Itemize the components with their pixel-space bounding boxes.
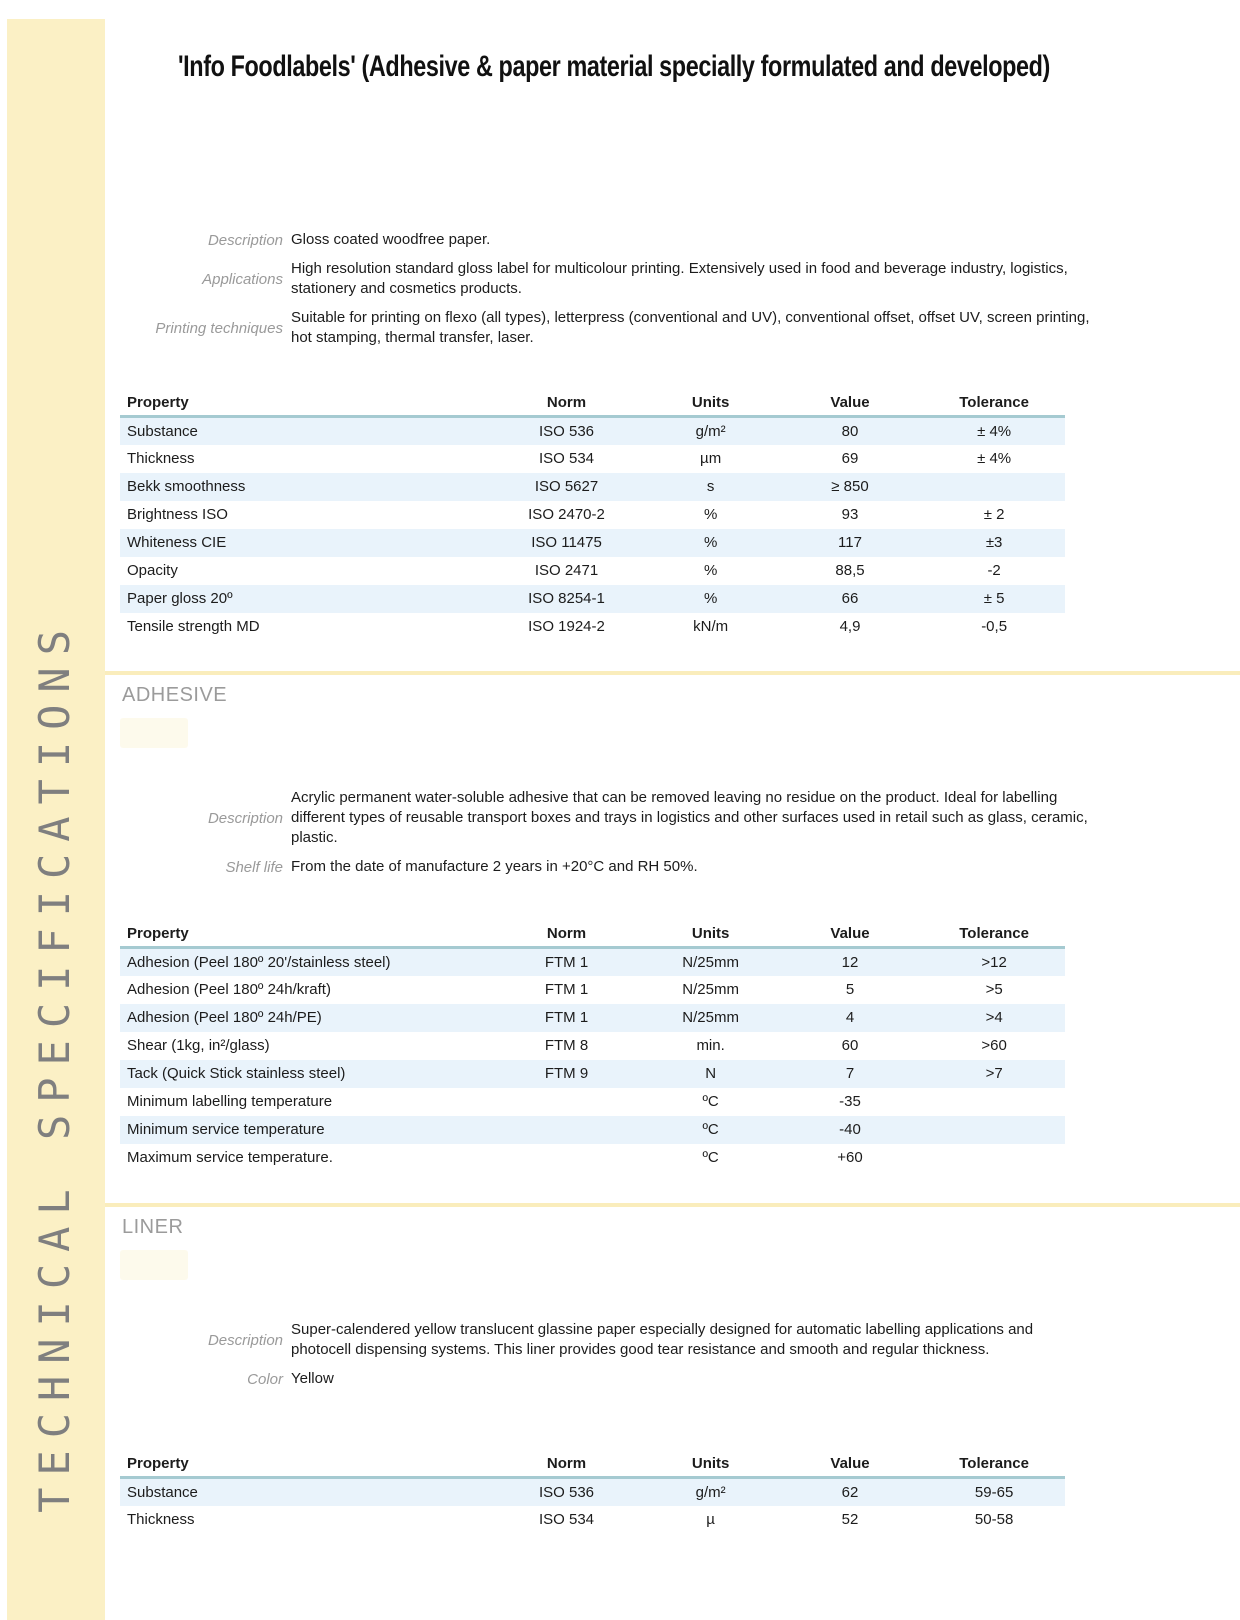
table-cell: ISO 2471 (534, 562, 599, 579)
table-cell: Tack (Quick Stick stainless steel) (127, 1065, 346, 1082)
field-label: Shelf life (225, 858, 283, 876)
table-row (120, 1506, 1065, 1534)
spec-table (120, 1453, 1065, 1534)
table-cell: ± 4% (977, 422, 1012, 440)
field-label: Description (207, 809, 283, 827)
spec-table (120, 392, 1065, 641)
table-row (120, 1004, 1065, 1032)
table-cell: Adhesion (Peel 180º 24h/kraft) (127, 981, 331, 998)
table-cell: min. (696, 1037, 725, 1054)
table-cell: ISO 2470-2 (528, 506, 605, 523)
table-cell: >7 (985, 1065, 1003, 1082)
table-cell: Minimum service temperature (127, 1121, 325, 1138)
faded-image-placeholder (120, 1250, 188, 1280)
table-cell: 5 (845, 981, 855, 998)
table-cell: 7 (845, 1065, 855, 1082)
table-cell: ISO 8254-1 (528, 590, 605, 607)
table-row (120, 976, 1065, 1004)
table-cell: -40 (839, 1121, 861, 1138)
table-row (120, 473, 1065, 501)
table-cell: FTM 1 (544, 981, 589, 998)
table-cell (923, 1144, 1065, 1172)
table-cell: ºC (702, 1149, 719, 1166)
table-row (120, 501, 1065, 529)
table-cell: s (706, 478, 715, 495)
table-header-row (120, 923, 1065, 948)
page-title (178, 50, 1240, 84)
liner-section-heading: LINER (122, 1216, 184, 1238)
table-cell (489, 1116, 645, 1144)
table-cell (923, 473, 1065, 501)
table-cell: 117 (838, 534, 862, 551)
table-header-cell: Tolerance (923, 923, 1065, 948)
table-cell: >60 (981, 1037, 1007, 1054)
field-row (120, 1369, 1095, 1389)
field-text: Super-calendered yellow translucent glassine paper especially designed for automatic labelling applications and photocell dispensing systems. This liner provides good tear resistance and smooth and regular thickness. (291, 1321, 1034, 1358)
table-row (120, 1144, 1065, 1172)
table-cell: ± 4% (977, 450, 1012, 467)
table-cell: % (703, 534, 718, 551)
table-header-row (120, 392, 1065, 417)
table-header-cell: Value (777, 392, 923, 417)
table-row (120, 445, 1065, 473)
table-row (120, 529, 1065, 557)
table-row (120, 613, 1065, 641)
table-cell: >12 (981, 953, 1007, 971)
field-label: Description (207, 1331, 283, 1349)
table-cell: N (705, 1065, 717, 1082)
table-header-cell: Units (644, 923, 776, 948)
section-divider (105, 671, 1240, 675)
liner-spec-table (120, 1453, 1065, 1534)
table-cell: Maximum service temperature. (127, 1149, 333, 1166)
table-header-cell: Tolerance (923, 1453, 1065, 1478)
table-row (120, 557, 1065, 585)
table-cell: 93 (841, 506, 859, 523)
table-cell: >5 (985, 981, 1003, 998)
table-row (120, 948, 1065, 976)
table-cell: % (703, 590, 718, 607)
table-cell: Brightness ISO (127, 506, 228, 523)
table-cell: g/m² (695, 422, 726, 440)
table-row (120, 1032, 1065, 1060)
table-cell: Shear (1kg, in²/glass) (127, 1037, 270, 1054)
field-row (120, 308, 1095, 348)
table-cell (923, 1116, 1065, 1144)
table-cell: N/25mm (682, 953, 739, 971)
table-cell: Substance (127, 422, 198, 440)
table-header-cell: Units (644, 392, 776, 417)
table-header-cell: Property (120, 392, 489, 417)
table-cell (923, 1088, 1065, 1116)
liner-fields (120, 1320, 1095, 1389)
field-label: Description (207, 231, 283, 249)
table-header-cell: Value (777, 1453, 923, 1478)
field-row (120, 857, 1095, 877)
table-header-cell: Tolerance (923, 392, 1065, 417)
table-cell: 88,5 (835, 562, 865, 579)
field-text: Gloss coated woodfree paper. (291, 231, 491, 248)
table-cell: Opacity (127, 562, 178, 579)
table-header-cell: Value (777, 923, 923, 948)
section-divider (105, 1203, 1240, 1207)
page-title-text: 'Info Foodlabels' (Adhesive & paper material specially formulated and developed) (178, 50, 1050, 83)
table-cell: ± 5 (983, 590, 1005, 607)
table-cell: N/25mm (682, 981, 739, 998)
table-cell: Adhesion (Peel 180º 24h/PE) (127, 1009, 322, 1026)
table-cell: Substance (127, 1483, 198, 1501)
field-text: Yellow (291, 1370, 334, 1387)
field-label: Color (247, 1370, 283, 1388)
table-cell: 66 (841, 590, 859, 607)
field-row (120, 259, 1095, 299)
table-cell: 60 (841, 1037, 859, 1054)
table-cell: 80 (841, 422, 859, 440)
adhesive-spec-table (120, 923, 1065, 1172)
table-row (120, 585, 1065, 613)
field-row (120, 1320, 1095, 1360)
table-cell: Bekk smoothness (127, 478, 246, 495)
field-row (120, 230, 1095, 250)
table-cell: Adhesion (Peel 180º 20'/stainless steel) (127, 953, 391, 971)
table-cell: g/m² (695, 1483, 726, 1501)
table-cell (489, 1144, 645, 1172)
table-cell: 69 (841, 450, 859, 467)
table-cell: 4 (845, 1009, 855, 1026)
table-cell: µm (700, 450, 722, 467)
table-row (120, 417, 1065, 445)
field-text: Suitable for printing on flexo (all types), letterpress (conventional and UV), conventional offset, offset UV, screen printing, hot stamping, thermal transfer, laser. (291, 309, 1090, 346)
spec-table (120, 923, 1065, 1172)
table-cell: Minimum labelling temperature (127, 1093, 333, 1110)
field-text: High resolution standard gloss label for multicolour printing. Extensively used in food and beverage industry, logistics, stationery and cosmetics products. (291, 260, 1068, 297)
table-cell: ISO 5627 (534, 478, 599, 495)
table-row (120, 1478, 1065, 1506)
table-header-cell: Property (120, 923, 489, 948)
table-header-cell: Norm (489, 1453, 645, 1478)
table-row (120, 1088, 1065, 1116)
table-cell: FTM 1 (544, 1009, 589, 1026)
table-cell: FTM 9 (544, 1065, 589, 1082)
table-cell: ISO 536 (538, 422, 595, 440)
table-cell: Tensile strength MD (127, 618, 260, 635)
field-row (120, 788, 1095, 848)
table-cell: FTM 1 (544, 953, 589, 971)
table-cell: >4 (985, 1009, 1003, 1026)
table-header-cell: Norm (489, 923, 645, 948)
table-cell: ISO 534 (538, 1511, 595, 1528)
table-cell: ±3 (985, 534, 1003, 551)
adhesive-fields (120, 788, 1095, 877)
table-cell: ºC (702, 1121, 719, 1138)
table-cell: 12 (841, 953, 859, 971)
field-text: From the date of manufacture 2 years in +20°C and RH 50%. (291, 858, 698, 875)
field-label: Printing techniques (155, 319, 283, 337)
table-cell: µ (706, 1511, 715, 1528)
table-header-row (120, 1453, 1065, 1478)
table-cell: 4,9 (839, 618, 861, 635)
table-cell: -2 (987, 562, 1001, 579)
table-cell: N/25mm (682, 1009, 739, 1026)
table-cell: 62 (841, 1483, 859, 1501)
sidebar-vertical-title: TECHNICAL SPECIFICATIONS (30, 618, 79, 1513)
table-cell: ± 2 (983, 506, 1005, 523)
table-row (120, 1060, 1065, 1088)
table-cell: 50-58 (974, 1511, 1014, 1528)
table-cell: Thickness (127, 450, 195, 467)
table-cell: Thickness (127, 1511, 195, 1528)
table-cell: % (703, 562, 718, 579)
paper-fields (120, 230, 1095, 348)
table-cell: ISO 11475 (531, 534, 602, 551)
table-cell: % (703, 506, 718, 523)
table-cell: -0,5 (981, 618, 1008, 635)
table-cell: FTM 8 (544, 1037, 589, 1054)
field-text: Acrylic permanent water-soluble adhesive that can be removed leaving no residue on the product. Ideal for labelling different types of reusable transport boxes and trays in logistics and other surfaces used in retail such as glass, ceramic, plastic. (291, 789, 1088, 846)
table-cell: ISO 1924-2 (528, 618, 605, 635)
paper-spec-table (120, 392, 1065, 641)
table-cell: 52 (841, 1511, 859, 1528)
table-header-cell: Norm (489, 392, 645, 417)
table-cell (489, 1088, 645, 1116)
table-row (120, 1116, 1065, 1144)
table-cell: ISO 536 (538, 1483, 595, 1501)
table-cell: ≥ 850 (831, 478, 869, 495)
table-cell: +60 (837, 1149, 863, 1166)
table-header-cell: Units (644, 1453, 776, 1478)
table-header-cell: Property (120, 1453, 489, 1478)
adhesive-section-heading: ADHESIVE (122, 684, 228, 706)
table-cell: kN/m (693, 618, 729, 635)
table-cell: 59-65 (974, 1483, 1014, 1501)
table-cell: ISO 534 (538, 450, 595, 467)
field-label: Applications (202, 270, 283, 288)
table-cell: -35 (839, 1093, 861, 1110)
table-cell: Whiteness CIE (127, 534, 227, 551)
faded-image-placeholder (120, 718, 188, 748)
table-cell: ºC (702, 1093, 719, 1110)
table-cell: Paper gloss 20º (127, 590, 233, 607)
